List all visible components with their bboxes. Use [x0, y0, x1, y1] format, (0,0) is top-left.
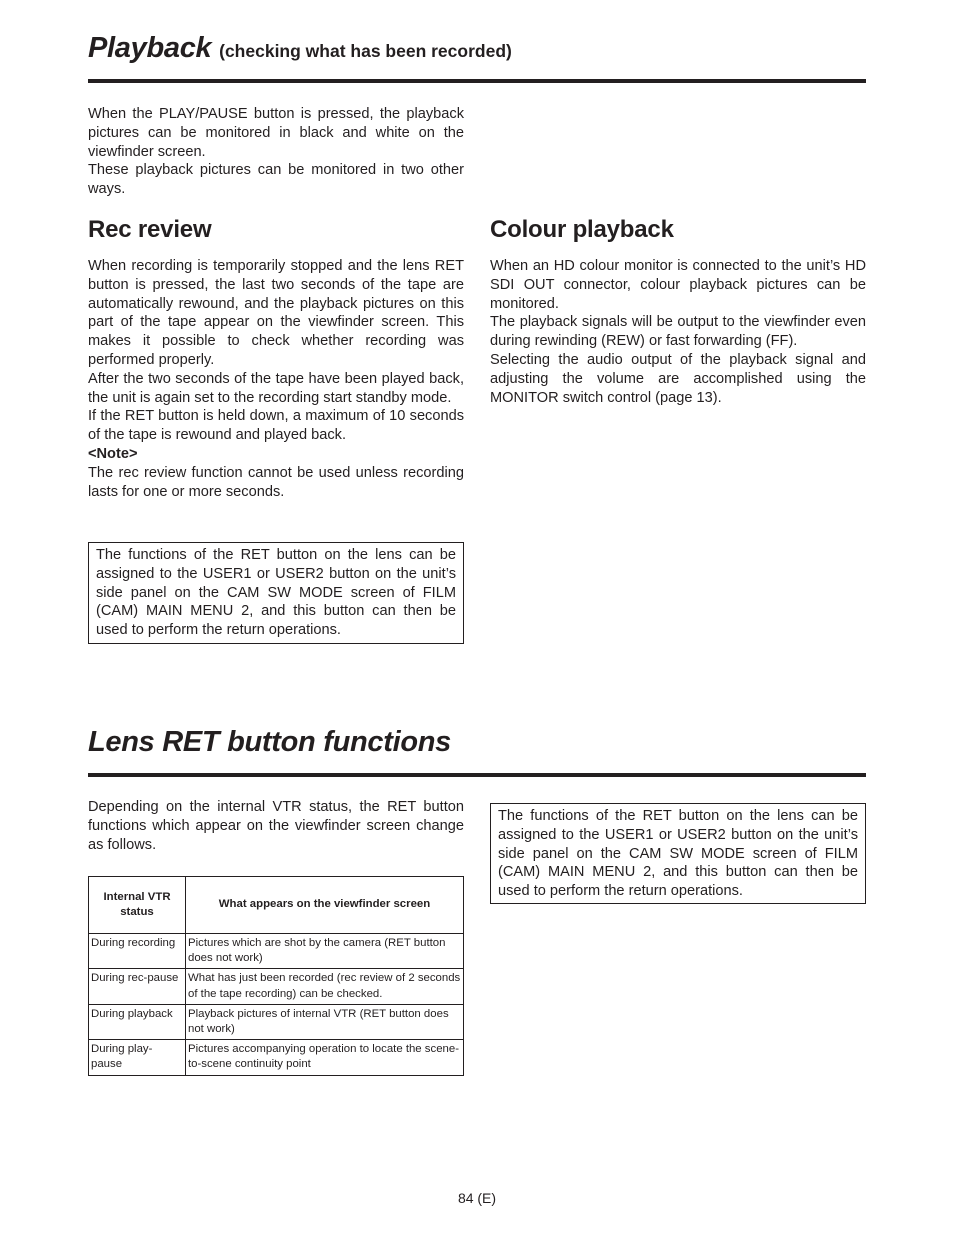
rec-review-heading: Rec review [88, 216, 212, 243]
table-row [89, 969, 464, 1004]
info-box-text: The functions of the RET button on the lens can be assigned to the USER1 or USER2 button on the unit’s side panel on the CAM SW MODE screen of FILM (CAM) MAIN MENU 2, and this button can then be used to perform the return operations. [96, 547, 456, 639]
table-header-row [89, 877, 464, 934]
lens-ret-info-box [490, 803, 866, 904]
table-row [89, 934, 464, 969]
colour-playback-paragraph: When an HD colour monitor is connected to the unit’s HD SDI OUT connector, colour playback pictures can be monitored. [490, 258, 866, 312]
rec-review-paragraph: After the two seconds of the tape have been played back, the unit is again set to the recording start standby mode. [88, 370, 464, 406]
section-title-lens-ret: Lens RET button functions [88, 726, 452, 758]
rec-review-paragraph: If the RET button is held down, a maximum of 10 seconds of the tape is rewound and played back. [88, 408, 464, 444]
title-rule-playback [88, 79, 866, 85]
table-cell-display: What has just been recorded (rec review of 2 seconds of the tape recording) can be checked. [186, 969, 464, 1004]
title-rule-lens-ret [88, 773, 866, 779]
intro-paragraph: These playback pictures can be monitored in two other ways. [88, 162, 464, 198]
section-title-playback [88, 32, 512, 65]
table-cell-status: During rec-pause [89, 969, 186, 1004]
colour-playback-paragraph: Selecting the audio output of the playback signal and adjusting the volume are accomplished using the MONITOR switch control (page 13). [490, 351, 866, 406]
table-cell-status: During playback [89, 1004, 186, 1039]
table-row [89, 1004, 464, 1039]
intro-paragraph: When the PLAY/PAUSE button is pressed, the playback pictures can be monitored in black and white on the viewfinder screen. [88, 106, 464, 160]
table-cell-display: Pictures which are shot by the camera (RET button does not work) [186, 934, 464, 969]
rec-review-info-box [88, 542, 464, 644]
page-number: 84 (E) [457, 1190, 497, 1206]
info-box-text: The functions of the RET button on the lens can be assigned to the USER1 or USER2 button on the unit’s side panel on the CAM SW MODE screen of FILM (CAM) MAIN MENU 2, and this button can then be used to perform the return operations. [498, 808, 858, 900]
table-cell-display: Playback pictures of internal VTR (RET button does not work) [186, 1004, 464, 1039]
table-header-status: Internal VTR status [89, 877, 186, 934]
table-header-display: What appears on the viewfinder screen [186, 877, 464, 934]
table-cell-status: During recording [89, 934, 186, 969]
vtr-status-table [88, 876, 464, 1076]
note-label: <Note> [88, 445, 138, 462]
colour-playback-heading: Colour playback [490, 216, 674, 243]
playback-title: Playback [88, 32, 212, 64]
table-cell-status: During play-pause [89, 1040, 186, 1075]
rec-review-paragraph: When recording is temporarily stopped and the lens RET button is pressed, the last two seconds of the tape are automatically rewound, and the playback pictures on this part of the tape appear on the viewfinder screen. This makes it possible to check whether recording was performed properly. [88, 258, 464, 368]
note-text: The rec review function cannot be used unless recording lasts for one or more seconds. [88, 464, 464, 500]
colour-playback-body [490, 257, 866, 407]
playback-subtitle: (checking what has been recorded) [219, 41, 512, 61]
playback-intro [88, 105, 464, 199]
lens-ret-intro: Depending on the internal VTR status, the RET button functions which appear on the viewfinder screen change as follows. [88, 799, 464, 853]
table-cell-display: Pictures accompanying operation to locate the scene-to-scene continuity point [186, 1040, 464, 1075]
colour-playback-paragraph: The playback signals will be output to the viewfinder even during rewinding (REW) or fast forwarding (FF). [490, 314, 866, 350]
rec-review-body [88, 257, 464, 501]
table-row [89, 1040, 464, 1075]
